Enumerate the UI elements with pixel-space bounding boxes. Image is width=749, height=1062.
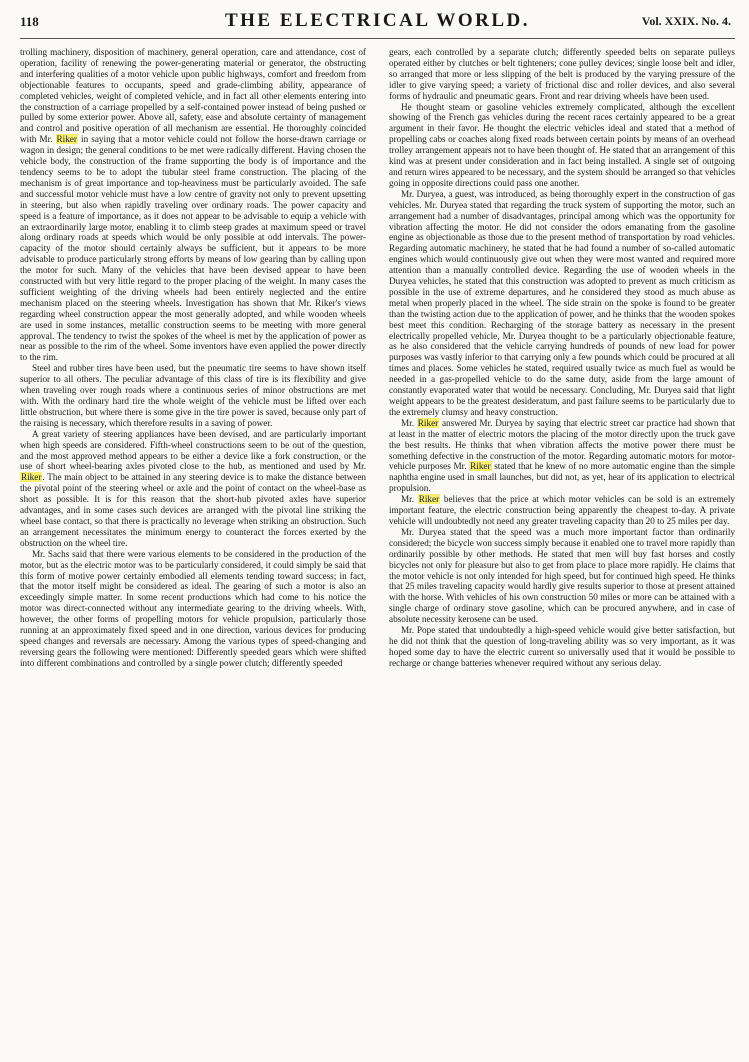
paragraph: Mr. Riker answered Mr. Duryea by saying that electric street car practice had shown that at least in the matter of electric motors the placing of the motor directly upon the truck gave the best results. He thinks that when vibration affects the motive power there must be something defective in the construction of the motor. Regarding automatic motors for motor-vehicle purposes Mr. Riker stated that he knew of no more automatic engine than the simple naphtha engine used in small launches, but did not, as yet, hear of its application to electrical propulsion.	[389, 417, 736, 494]
paragraph: Mr. Riker believes that the price at which motor vehicles can be sold is an extremely important feature, the electric construction being apparently the cheapest to-day. A private vehicle will undoubtedly not need any greater traveling capacity than 20 to 25 miles per day.	[389, 494, 736, 526]
paragraph: A great variety of steering appliances have been devised, and are particularly important when high speeds are considered. Fifth-wheel constructions seem to be out of the question, and the most approved method appears to be either a device like a fork construction, or the use of short wheel-bearing axles pivoted close to the hub, as mentioned and used by Mr. Riker. The main object to be attained in any steering device is to make the distance between the pivotal point of the steering wheel or axle and the point of contact on the wheel-base as short as possible. It is for this reason that the short-hub pivoted axles have superior advantages, and in some cases such devices are arranged with the pivotal line striking the wheel base contact, so that there is practically no leverage when striking an obstruction. Such an arrangement necessitates the minimum energy to counteract the forces exerted by the obstruction on the wheel tire.	[20, 428, 366, 548]
highlight-riker: Riker	[21, 472, 42, 483]
page-header	[20, 8, 735, 39]
article-columns	[20, 47, 735, 669]
paragraph: gears, each controlled by a separate clutch; differently speeded belts on separate pulleys operated either by clutches or belt tighteners; cone pulley devices; single loose belt and idler, so arranged that more or less slipping of the belt is produced by the varying pressure of the idler to give varying speed; a variety of frictional disc and roller devices, and also several forms of hydraulic and pneumatic gears. Front and rear driving wheels have been used.	[389, 47, 735, 101]
paragraph: Steel and rubber tires have been used, but the pneumatic tire seems to have shown itself superior to all others. The peculiar advantage of this class of tire is its flexibility and give when traveling over rough roads where a continuous series of minor obstructions are met with. With the ordinary hard tire the whole weight of the vehicle must be lifted over each little obstruction, but where there is some give in the tire power is saved, because only part of the raising is necessary, which therefore results in a saving of power.	[20, 363, 366, 428]
paragraph: Mr. Duryea stated that the speed was a much more important factor than ordinarily considered; the bicycle won success simply because it enabled one to travel more rapidly than ordinarily possible by other methods. He stated that men will buy fast horses and costly bicycles not only for pleasure but also to get from place to place more rapidly. He claims that the motor vehicle is not only intended for high speed, but for continued high speed. He thinks that 25 miles traveling capacity would hardly give results superior to those at present attained with the horse. With vehicles of his own construction 50 miles or more can be attained with a single charge of ordinary stove gasoline, which can be procured anywhere, and in case of absolute necessity kerosene can be used.	[389, 526, 735, 625]
highlight-riker: Riker	[417, 417, 439, 428]
paragraph: trolling machinery, disposition of machinery, general operation, care and attendance, cost of operation, facility of renewing the power-generating material or generator, the obstructing and interfering qualities of a motor vehicle upon public highways, comfort and freedom from objectionable features to occupants, speed and grade-climbing ability, appearance of completed vehicles, weight of completed vehicle, and in fact all other elements entering into the construction of a carriage propelled by a self-contained power instead of being pushed or pulled by some exterior power. Above all, safety, ease and absolute certainty of management and control and positive operation of all mechanism are essential. He thoroughly coincided with Mr. Riker in saying that a motor vehicle could not follow the horse-drawn carriage or wagon in design; the general conditions to be met were radically different. Having chosen the vehicle body, the construction of the frame supporting the body is of importance and the tendency seems to be to adopt the tubular steel frame construction. The placing of the mechanism is of great importance and top-heaviness must be particularly avoided. The safe and successful motor vehicle must have a low centre of gravity not only to prevent upsetting in steering, but also when rapidly traveling over ordinary roads. The power capacity and speed is a feature of importance, as it does not appear to be advisable to equip a vehicle with an extraordinarily large motor, enabling it to climb steep grades at maximum speed or travel along ordinary roads at speeds which would be only possible at odd intervals. The power-capacity of the motor should certainly always be sufficient, but it appears to be more advisable to produce particularly strong efforts by means of low gearing than by calling upon the motor for such. Many of the vehicles that have been devised appear to have been constructed with but very little regard to the proper placing of the weight. In many cases the sufficient weighting of the driving wheels had been entirely neglected and the entire mechanism placed on the steering wheels. Investigation has shown that Mr. Riker's views regarding wheel construction appear the most generally adopted, and while wooden wheels are used in some instances, metallic construction seems to be meeting with more general approval. The tendency to twist the spokes of the wheel is met by the application of power as near as possible to the rim of the wheel. Some inventors have even applied the power directly to the rim.	[20, 47, 367, 363]
column-left	[20, 47, 366, 669]
paragraph: Mr. Duryea, a guest, was introduced, as being thoroughly expert in the construction of gas vehicles. Mr. Duryea stated that regarding the truck system of supporting the motor, such an arrangement had a number of disadvantages, principal among which was the opportunity for vibration affecting the motor. He did not consider the odors emanating from the gasoline engine as objectionable as those due to the present method of transportation by road vehicles. Regarding automatic machinery, he stated that he had found a number of so-called automatic engines which would continuously give out when they were most wanted and required more attention than a manually controlled device. Regarding the use of wooden wheels in the Duryea vehicles, he stated that this construction was adopted to prevent as much criticism as possible in the use of extreme departures, and he considered they stood as much abuse as metal when properly placed in the wheel. The side strain on the spoke is found to be greater than the twisting action due to the application of power, and he thinks that the wooden spokes best meet this condition. Recharging of the storage battery as necessary in the present electrically propelled vehicle, Mr. Duryea thought to be a particularly objectionable feature, as he also considered that the vehicle carrying hundreds of pounds of new load for power purposes was vastly inferior to that carrying only a few pounds which could be procured at all times and places. Some vehicles he stated, required usually twice as much fuel as would be needed in a gas-propelled vehicle to do the same duty, aside from the large amount of constantly evaporated water that would be necessary. Concluding, Mr. Duryea said that light weight appears to be the greatest desideratum, and past failure seems to be particularly due to the extremely clumsy and heavy construction.	[389, 188, 735, 417]
highlight-riker: Riker	[470, 461, 491, 472]
paragraph: Mr. Sachs said that there were various elements to be considered in the production of the motor, but as the electric motor was to be particularly considered, it could simply be said that this form of motive power certainly embodied all elements tending toward success; in fact, that the motor itself might be considered as ideal. The gearing of such a motor is also an exceedingly simple matter. In some recent productions which had come to his notice the motor was direct-connected without any intermediate gearing to the driving wheels. With, however, the other forms of propelling motors for vehicle propulsion, particularly those running at an approximately fixed speed and in one direction, various devices for producing speed changes and reversals are necessary. Among the various types of speed-changing and reversing gears the following were mentioned: Differently speeded gears which were shifted into different combinations and controlled by a single power clutch; differently speeded	[20, 548, 366, 668]
journal-title: THE ELECTRICAL WORLD.	[224, 10, 531, 31]
volume-info: Vol. XXIX. No. 4.	[641, 14, 731, 28]
page-number: 118	[20, 14, 39, 29]
highlight-riker: Riker	[418, 494, 440, 505]
highlight-riker: Riker	[56, 134, 77, 145]
paragraph: Mr. Pope stated that undoubtedly a high-speed vehicle would give better satisfaction, but he did not think that the question of long-traveling ability was so very important, as it was hoped some day to have the electric current so universally used that it would be possible to recharge or change batteries whenever required without any serious delay.	[389, 625, 735, 668]
paragraph: He thought steam or gasoline vehicles extremely complicated, although the excellent showing of the French gas vehicles during the recent races certainly appeared to be a great argument in their favor. He thought the electric vehicles ideal and stated that a method of propelling cabs or coaches along fixed roads between certain points by means of an overhead trolley arrangement appears not to have been thought of. He stated that an arrangement of this kind was at present under consideration and in fact being installed. A single set of outgoing and return wires appeared to be necessary, and the system should be arranged so that vehicles going in opposite directions could pass one another.	[389, 101, 735, 188]
column-right	[389, 47, 735, 669]
